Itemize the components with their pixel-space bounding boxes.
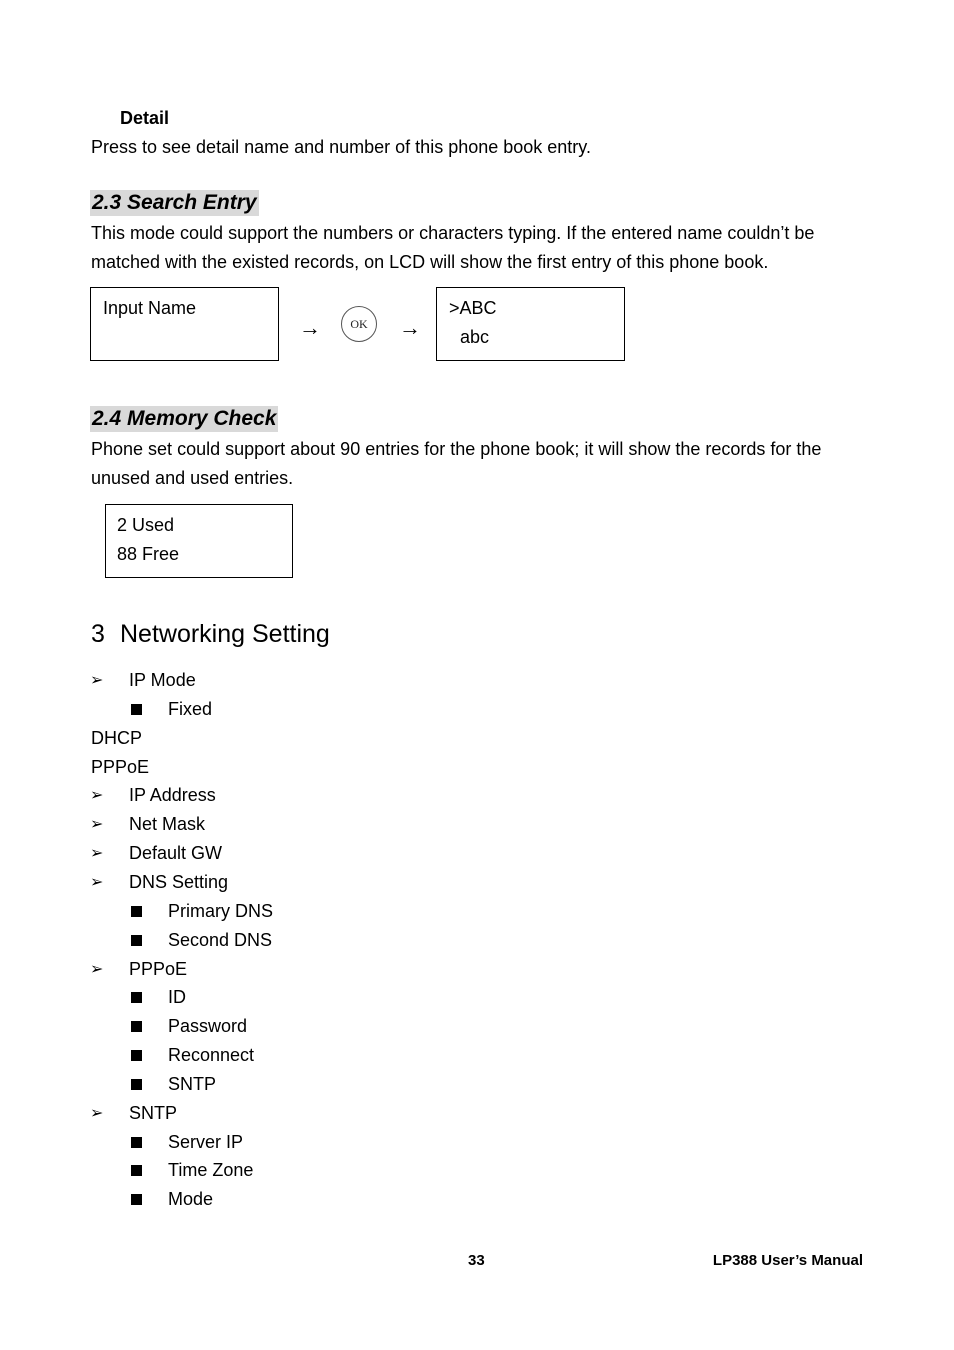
search-paragraph-line-2: matched with the existed records, on LCD will show the first entry of this phone book. — [91, 252, 769, 272]
page-number: 33 — [468, 1252, 485, 1269]
memory-paragraph-line-1: Phone set could support about 90 entries for the phone book; it will show the records for the — [91, 439, 822, 459]
square-bullet-icon — [131, 1194, 142, 1205]
lcd-line: 88 Free — [117, 544, 180, 564]
menu-list-item: Default GW — [129, 843, 223, 864]
menu-list-item: PPPoE — [91, 756, 150, 777]
detail-title: Detail — [120, 108, 170, 128]
menu-list-item: DHCP — [91, 727, 143, 748]
square-bullet-icon — [131, 1137, 142, 1148]
arrow-bullet-icon: ➢ — [90, 960, 104, 978]
square-bullet-icon — [131, 906, 142, 917]
section-heading-search-entry: 2.3 Search Entry — [92, 191, 257, 214]
memory-paragraph-line-2: unused and used entries. — [91, 468, 294, 488]
lcd-screen-result — [436, 287, 625, 361]
detail-description: Press to see detail name and number of this phone book entry. — [91, 137, 591, 157]
square-bullet-icon — [131, 1021, 142, 1032]
menu-list-item: DNS Setting — [129, 871, 229, 892]
search-paragraph-line-1: This mode could support the numbers or characters typing. If the entered name couldn’t be — [91, 223, 815, 243]
menu-list-item: Server IP — [168, 1131, 244, 1152]
lcd-line: abc — [460, 327, 490, 347]
arrow-bullet-icon: ➢ — [90, 787, 104, 805]
lcd-line: >ABC — [449, 298, 497, 318]
menu-list-item: SNTP — [129, 1102, 178, 1123]
square-bullet-icon — [131, 1079, 142, 1090]
lcd-screen-memory — [105, 504, 293, 578]
menu-list-item: Fixed — [168, 698, 213, 719]
menu-list-item: PPPoE — [129, 958, 188, 979]
square-bullet-icon — [131, 1050, 142, 1061]
menu-list-item: Time Zone — [168, 1160, 254, 1181]
manual-title: LP388 User’s Manual — [712, 1252, 863, 1269]
section-heading-memory-check: 2.4 Memory Check — [92, 407, 277, 430]
lcd-screen-input-name — [90, 287, 279, 361]
arrow-bullet-icon: ➢ — [90, 816, 104, 834]
menu-list-item: IP Address — [129, 785, 216, 806]
square-bullet-icon — [131, 1165, 142, 1176]
menu-list-item: Password — [168, 1016, 248, 1037]
menu-list-item: Second DNS — [168, 929, 273, 950]
square-bullet-icon — [131, 992, 142, 1003]
menu-list-item: Net Mask — [129, 814, 206, 835]
menu-list-item: ID — [168, 987, 186, 1008]
arrow-bullet-icon: ➢ — [90, 845, 104, 863]
menu-list-item: SNTP — [168, 1073, 217, 1094]
lcd-line: Input Name — [103, 298, 197, 318]
ok-button-icon: OK — [341, 306, 377, 342]
square-bullet-icon — [131, 935, 142, 946]
square-bullet-icon — [131, 704, 142, 715]
right-arrow-icon: → — [299, 315, 321, 340]
menu-list-item: Primary DNS — [168, 900, 274, 921]
lcd-line: 2 Used — [117, 515, 175, 535]
menu-list-item: Mode — [168, 1189, 214, 1210]
right-arrow-icon: → — [399, 315, 421, 340]
chapter-title: Networking Setting — [120, 620, 330, 648]
arrow-bullet-icon: ➢ — [90, 873, 104, 891]
menu-list-item: IP Mode — [129, 670, 196, 690]
menu-list-item: Reconnect — [168, 1045, 255, 1066]
arrow-bullet-icon: ➢ — [90, 1104, 104, 1122]
chapter-number: 3 — [91, 620, 105, 648]
arrow-bullet-icon: ➢ — [90, 672, 104, 689]
